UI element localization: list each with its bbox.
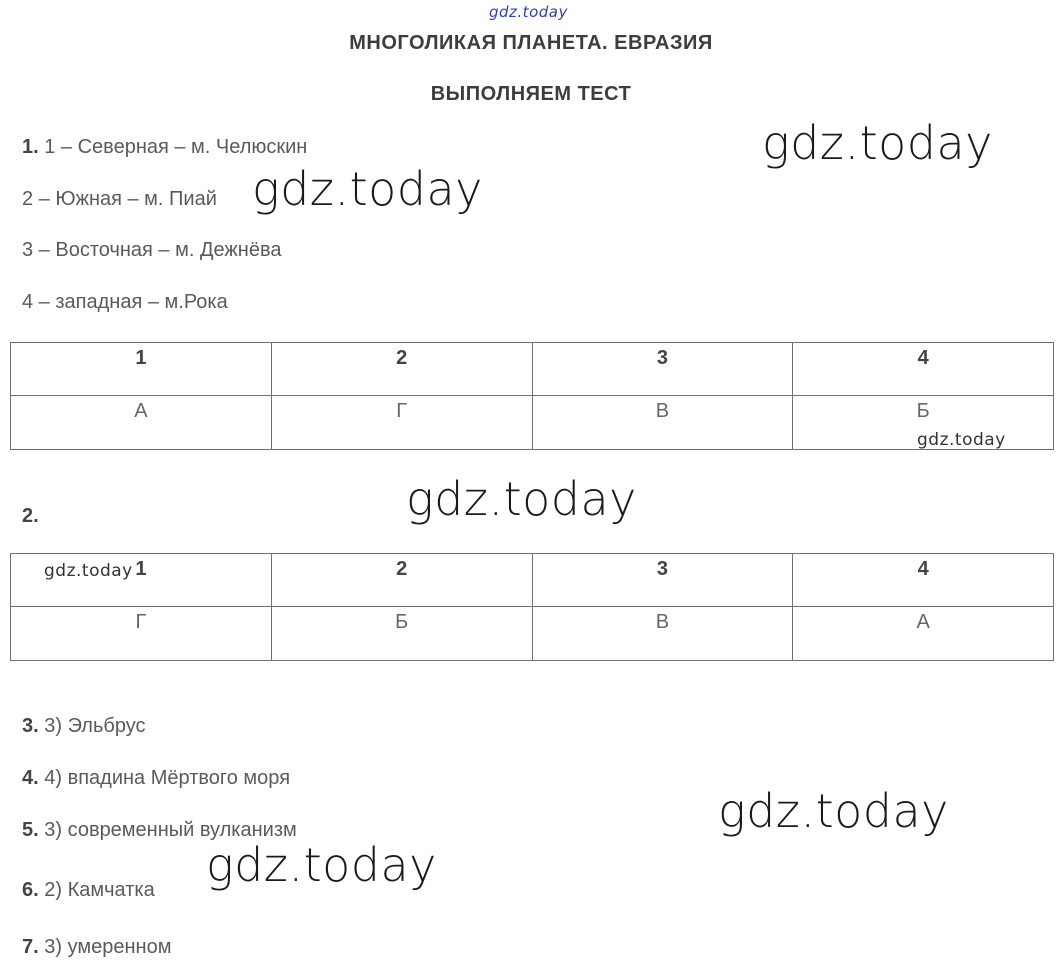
q1-number: 1. (22, 136, 39, 158)
answer-item (22, 715, 146, 738)
q1-line-1 (22, 136, 307, 159)
table-cell: Г (271, 396, 532, 450)
watermark: gdz.today (252, 162, 483, 216)
watermark: gdz.today (762, 116, 993, 170)
table-cell: В (532, 607, 793, 661)
answer-item (22, 819, 297, 842)
q1-line-2: 2 – Южная – м. Пиай (22, 188, 217, 210)
table-cell: А (11, 396, 272, 450)
q2-number: 2. (22, 505, 39, 527)
table-header-cell: 4 (793, 343, 1054, 396)
page-subtitle: ВЫПОЛНЯЕМ ТЕСТ (430, 83, 632, 105)
answer-number: 5. (22, 819, 39, 841)
q1-answer-table (10, 342, 1054, 450)
answer-text: 3) Эльбрус (44, 715, 146, 737)
answer-item (22, 767, 290, 790)
q2-answer-table (10, 553, 1054, 661)
table-header-row (11, 554, 1054, 607)
table-header-cell: 3 (532, 554, 793, 607)
q1-line-4: 4 – западная – м.Рока (22, 291, 228, 313)
table-header-cell: 1 (11, 554, 272, 607)
watermark-small: gdz.today (917, 430, 1006, 450)
table-header-cell: 3 (532, 343, 793, 396)
answer-number: 7. (22, 936, 39, 958)
q2-line (22, 505, 39, 528)
watermark: gdz.today (718, 784, 949, 838)
table-row (11, 607, 1054, 661)
answer-text: 3) современный вулканизм (44, 819, 297, 841)
watermark-small: gdz.today (44, 561, 133, 581)
q1-text: 1 – Северная – м. Челюскин (44, 136, 308, 158)
answer-text: 4) впадина Мёртвого моря (44, 767, 291, 789)
table-header-cell: 4 (793, 554, 1054, 607)
answer-item (22, 936, 171, 959)
table-header-cell: 2 (271, 343, 532, 396)
table-cell: Г (11, 607, 272, 661)
answer-number: 4. (22, 767, 39, 789)
table-cell: В (532, 396, 793, 450)
watermark: gdz.today (206, 838, 437, 892)
table-header-cell: 1 (11, 343, 272, 396)
answer-number: 6. (22, 879, 39, 901)
answer-text: 3) умеренном (44, 936, 172, 958)
table-cell: Б (271, 607, 532, 661)
answer-text: 2) Камчатка (44, 879, 155, 901)
table-cell: А (793, 607, 1054, 661)
answer-number: 3. (22, 715, 39, 737)
q1-line-3: 3 – Восточная – м. Дежнёва (22, 239, 282, 261)
table-cell: Б (793, 396, 1054, 450)
table-header-row (11, 343, 1054, 396)
answer-item (22, 879, 155, 902)
watermark: gdz.today (406, 472, 637, 526)
page-title: МНОГОЛИКАЯ ПЛАНЕТА. ЕВРАЗИЯ (349, 32, 713, 54)
table-header-cell: 2 (271, 554, 532, 607)
watermark-top: gdz.today (489, 3, 568, 21)
table-row (11, 396, 1054, 450)
